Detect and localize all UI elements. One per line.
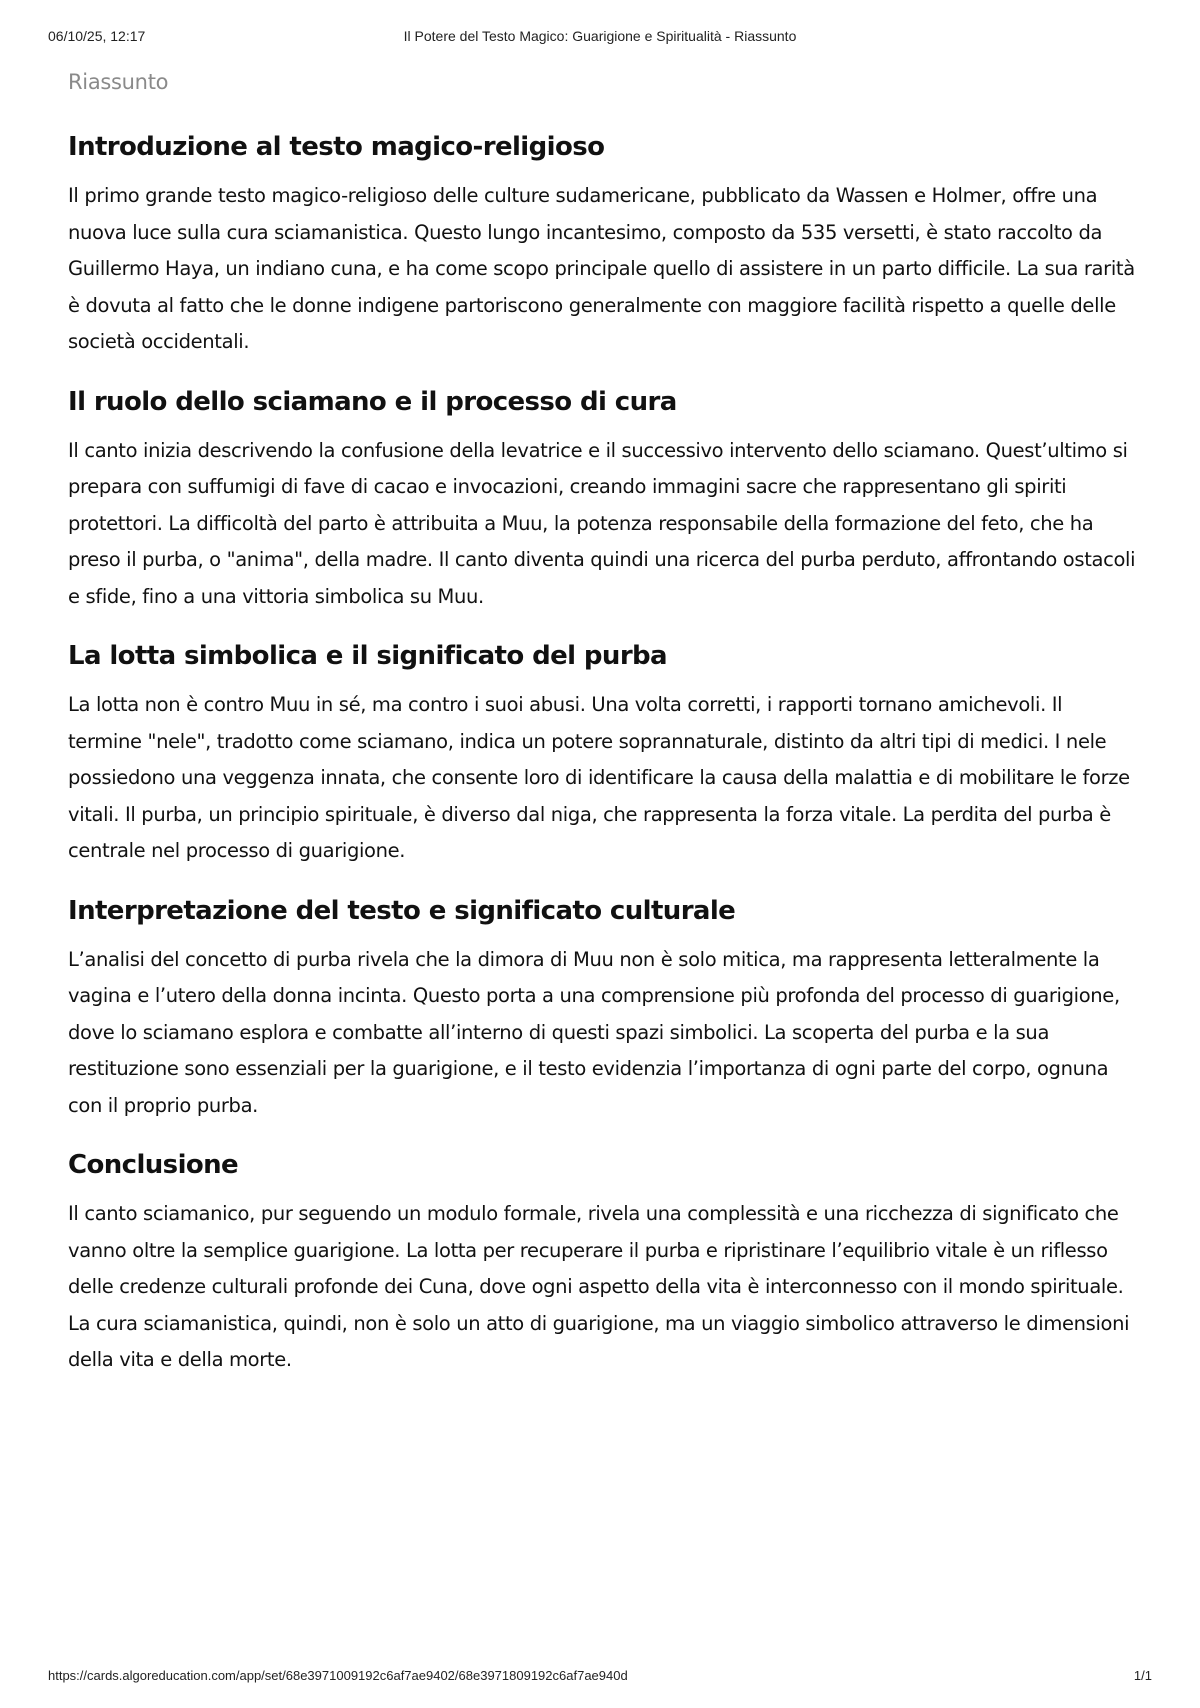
print-header <box>48 28 1152 48</box>
section-heading: Introduzione al testo magico-religioso <box>68 132 605 162</box>
document-content <box>68 70 1140 1405</box>
section-heading: Conclusione <box>68 1150 239 1180</box>
section-heading: Interpretazione del testo e significato culturale <box>68 895 736 926</box>
section-heading: Il ruolo dello sciamano e il processo di cura <box>68 386 677 417</box>
print-url: https://cards.algoreducation.com/app/set/68e3971009192c6af7ae9402/68e3971809192c6af7ae940d <box>48 1668 628 1683</box>
section-ruolo-sciamano <box>68 387 1140 616</box>
print-title: Il Potere del Testo Magico: Guarigione e Spiritualità - Riassunto <box>403 28 797 44</box>
print-datetime: 06/10/25, 12:17 <box>48 28 146 44</box>
print-page-number: 1/1 <box>1133 1668 1152 1683</box>
section-heading: La lotta simbolica e il significato del purba <box>68 641 667 671</box>
section-body: Il primo grande testo magico-religioso delle culture sudamericane, pubblicato da Wassen e Holmer, offre una nuova luce sulla cura sciamanistica. Questo lungo incantesimo, composto da 535 versetti, è stato raccolto da Guillermo Haya, un indiano cuna, e ha come scopo principale quello di assistere in un parto difficile. La sua rarità è dovuta al fatto che le donne indigene partoriscono generalmente con maggiore facilità rispetto a quelle delle società occidentali. <box>68 184 1135 353</box>
section-conclusione <box>68 1150 1140 1379</box>
section-lotta-simbolica <box>68 641 1140 870</box>
section-body: La lotta non è contro Muu in sé, ma contro i suoi abusi. Una volta corretti, i rapporti tornano amichevoli. Il termine "nele", tradotto come sciamano, indica un potere soprannaturale, distinto da altri tipi di medici. I nele possiedono una veggenza innata, che consente loro di identificare la causa della malattia e di mobilitare le forze vitali. Il purba, un principio spirituale, è diverso dal niga, che rappresenta la forza vitale. La perdita del purba è centrale nel processo di guarigione. <box>68 693 1130 862</box>
section-introduzione <box>68 132 1140 361</box>
print-footer <box>48 1668 1152 1708</box>
section-interpretazione <box>68 896 1140 1125</box>
document-kicker: Riassunto <box>68 70 169 94</box>
section-body: Il canto inizia descrivendo la confusione della levatrice e il successivo intervento dello sciamano. Quest’ultimo si prepara con suffumigi di fave di cacao e invocazioni, creando immagini sacre che rappresentano gli spiriti protettori. La difficoltà del parto è attribuita a Muu, la potenza responsabile della formazione del feto, che ha preso il purba, o "anima", della madre. Il canto diventa quindi una ricerca del purba perduto, affrontando ostacoli e sfide, fino a una vittoria simbolica su Muu. <box>68 438 1136 608</box>
section-body: L’analisi del concetto di purba rivela che la dimora di Muu non è solo mitica, ma rappresenta letteralmente la vagina e l’utero della donna incinta. Questo porta a una comprensione più profonda del processo di guarigione, dove lo sciamano esplora e combatte all’interno di questi spazi simbolici. La scoperta del purba e la sua restituzione sono essenziali per la guarigione, e il testo evidenzia l’importanza di ogni parte del corpo, ognuna con il proprio purba. <box>68 947 1120 1117</box>
section-body: Il canto sciamanico, pur seguendo un modulo formale, rivela una complessità e una ricchezza di significato che vanno oltre la semplice guarigione. La lotta per recuperare il purba e ripristinare l’equilibrio vitale è un riflesso delle credenze culturali profonde dei Cuna, dove ogni aspetto della vita è interconnesso con il mondo spirituale. La cura sciamanistica, quindi, non è solo un atto di guarigione, ma un viaggio simbolico attraverso le dimensioni della vita e della morte. <box>68 1202 1130 1371</box>
